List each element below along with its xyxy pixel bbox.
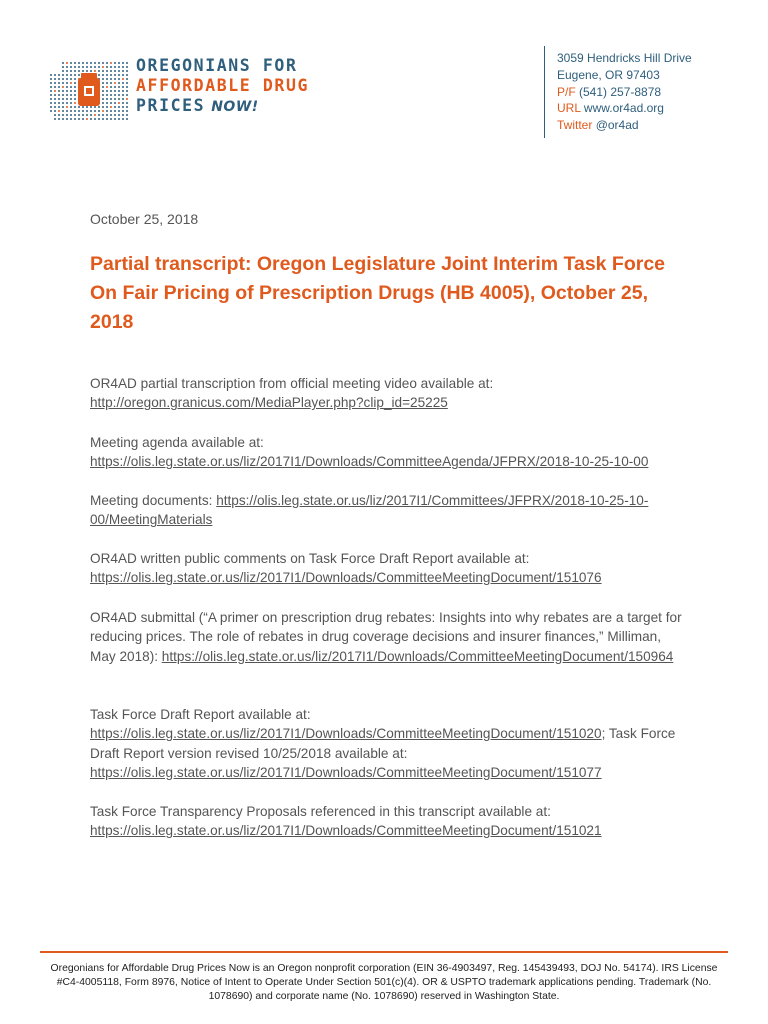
paragraph-text: OR4AD written public comments on Task Force Draft Report available at: [90, 551, 530, 566]
paragraph-text: Task Force Transparency Proposals referenced in this transcript available at: [90, 804, 551, 819]
footer-legal-text: Oregonians for Affordable Drug Prices Now is an Oregon nonprofit corporation (EIN 36-4903497, Reg. 145439493, DOJ No. 54174). IRS License #C4-4005118, Form 8976, Notice of Intent to Operate Under Section 501(c)(4). OR & USPTO trademark applications pending. Trademark (No. 1078690) and corporate name (No. 1078690) reserved in Washington State. [50, 963, 718, 1002]
paragraph-agenda [90, 433, 690, 472]
twitter-label: Twitter [557, 118, 593, 133]
document-title: Partial transcript: Oregon Legislature Joint Interim Task Force On Fair Pricing of Prescription Drugs (HB 4005), October 25, 2018 [90, 253, 666, 333]
paragraph-text-mid: ; Task Force Draft Report version revised 10/25/2018 available at: [90, 726, 676, 761]
oregon-map-icon [48, 60, 130, 122]
transparency-link[interactable]: https://olis.leg.state.or.us/liz/2017I1/Downloads/CommitteeMeetingDocument/151021 [90, 823, 602, 839]
address-line-2: Eugene, OR 97403 [557, 67, 660, 82]
paragraph-transparency [90, 802, 690, 841]
logo-wordmark [136, 56, 309, 117]
paragraph-text: Meeting documents: [90, 493, 217, 508]
url-line [557, 100, 692, 117]
twitter-value[interactable]: @or4ad [595, 118, 639, 133]
paragraph-submittal [90, 608, 690, 666]
submittal-link[interactable]: https://olis.leg.state.or.us/liz/2017I1/Downloads/CommitteeMeetingDocument/150964 [161, 648, 674, 664]
paragraph-video-source [90, 374, 690, 413]
document-date: October 25, 2018 [90, 211, 199, 227]
logo-line-2: AFFORDABLE DRUG [136, 76, 310, 95]
address-line-1: 3059 Hendricks Hill Drive [557, 51, 692, 65]
paragraph-text: OR4AD submittal (“A primer on prescription drug rebates: Insights into why rebates are a target for reducing prices. The role of rebates in drug coverage decisions and insurer finances,” Milliman, May 2018): [90, 610, 682, 664]
logo-line-3: PRICES [136, 96, 206, 115]
comments-link[interactable]: https://olis.leg.state.or.us/liz/2017I1/Downloads/CommitteeMeetingDocument/151076 [90, 570, 602, 586]
organization-logo [48, 56, 328, 122]
phone-line [557, 84, 692, 101]
documents-link[interactable]: https://olis.leg.state.or.us/liz/2017I1/Committees/JFPRX/2018-10-25-10-00/MeetingMaterials [90, 493, 649, 528]
phone-label: P/F [557, 84, 576, 99]
url-label: URL [557, 101, 581, 116]
paragraph-text: OR4AD partial transcription from official meeting video available at: [90, 376, 494, 391]
logo-line-1: OREGONIANS FOR [136, 56, 298, 75]
logo-now: NOW! [211, 99, 259, 115]
revised-report-link[interactable]: https://olis.leg.state.or.us/liz/2017I1/Downloads/CommitteeMeetingDocument/151077 [90, 764, 602, 780]
paragraph-text: Task Force Draft Report available at: [90, 707, 311, 722]
url-value[interactable]: www.or4ad.org [583, 101, 664, 116]
contact-block [557, 50, 692, 134]
paragraph-text: Meeting agenda available at: [90, 435, 264, 450]
video-link[interactable]: http://oregon.granicus.com/MediaPlayer.php?clip_id=25225 [90, 395, 448, 411]
draft-report-link[interactable]: https://olis.leg.state.or.us/liz/2017I1/Downloads/CommitteeMeetingDocument/151020 [90, 726, 602, 742]
paragraph-draft-report [90, 705, 690, 782]
phone-value: (541) 257-8878 [579, 84, 662, 99]
paragraph-public-comments [90, 549, 690, 588]
header-divider [544, 46, 545, 138]
paragraph-documents [90, 491, 690, 530]
footer-divider [40, 951, 728, 953]
twitter-line [557, 117, 692, 134]
agenda-link[interactable]: https://olis.leg.state.or.us/liz/2017I1/Downloads/CommitteeAgenda/JFPRX/2018-10-25-10-00 [90, 454, 649, 470]
